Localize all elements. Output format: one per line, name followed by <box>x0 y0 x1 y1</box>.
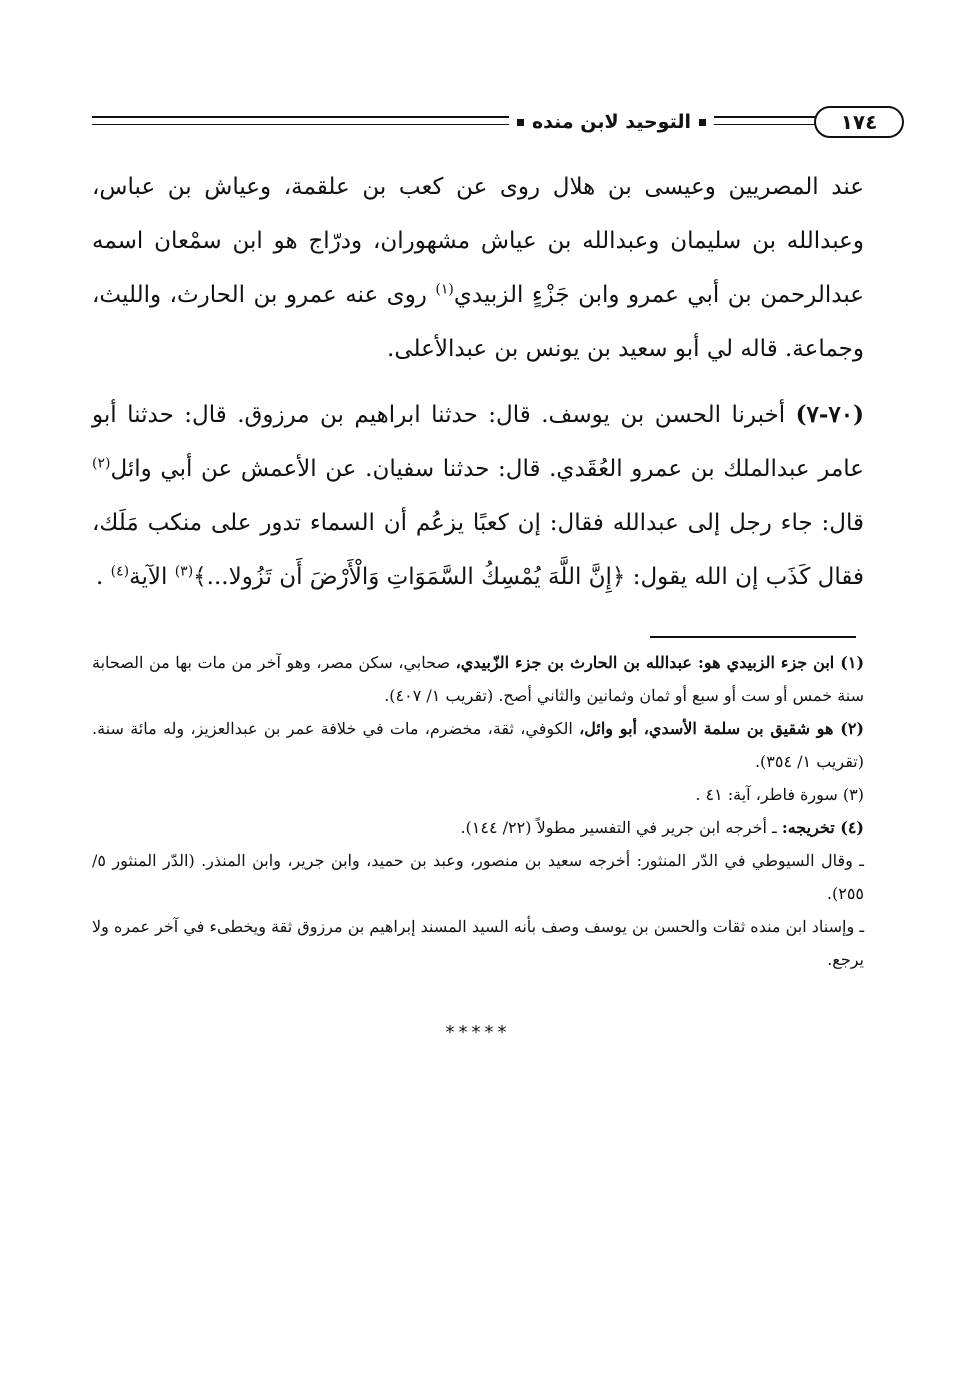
paragraph-2-text-b: قال: جاء رجل إلى عبدالله فقال: إن كعبًا يزعُم أن السماء تدور على منكب مَلَك، فقال كَذَب إن الله يقول: ﴿إِنَّ اللَّهَ يُمْسِكُ السَّمَوَاتِ وَالْأَرْضَ أَن تَزُولا...﴾ <box>92 510 864 590</box>
footnote-4-line-2: ـ وقال السيوطي في الدّر المنثور: أخرجه سعيد بن منصور، وعبد بن حميد، وابن جرير، وابن المنذر. (الدّر المنثور ٥/ ٢٥٥). <box>92 851 864 903</box>
footnote-1-label: (١) ابن جزء الزبيدي هو: عبدالله بن الحارث بن جزء الزّبيدي، <box>455 653 865 672</box>
paragraph-2-text-c: الآية <box>129 564 175 590</box>
footnote-ref-4[interactable]: (٤) <box>110 563 130 580</box>
footnote-ref-1[interactable]: (١) <box>435 281 454 298</box>
running-title <box>509 106 714 138</box>
footnote-1 <box>92 646 864 712</box>
footnote-1-text: صحابي، سكن مصر، وهو آخر من مات بها من الصحابة سنة خمس أو ست أو سبع أو ثمان وثمانين والثاني أصح. (تقريب ١/ ٤٠٧). <box>92 653 864 705</box>
footnote-2-text: الكوفي، ثقة، مخضرم، مات في خلافة عمر بن عبدالعزيز، وله مائة سنة. (تقريب ١/ ٣٥٤). <box>92 719 864 771</box>
running-title-text: التوحيد لابن منده <box>531 111 691 133</box>
paragraph-2-text-a: أخبرنا الحسن بن يوسف. قال: حدثنا ابراهيم بن مرزوق. قال: حدثنا أبو عامر عبدالملك بن عمرو العُقَدي. قال: حدثنا سفيان. عن الأعمش عن أبي وائل <box>92 402 864 482</box>
footnote-separator <box>650 636 856 638</box>
footnote-2-label: (٢) هو شقيق بن سلمة الأسدي، أبو وائل، <box>579 719 864 738</box>
paragraph-2-text-d: . <box>96 564 111 590</box>
footnote-4-line-3: ـ وإسناد ابن منده ثقات والحسن بن يوسف وصف بأنه السيد المسند إبراهيم بن مرزوق ثقة ويخطىء في آخر عمره ولا يرجع. <box>92 917 865 969</box>
paragraph-2 <box>92 388 864 604</box>
paragraph-1-continuation: روى عنه عمرو بن الحارث، والليث، وجماعة. قاله لي أبو سعيد بن يونس بن عبدالأعلى. <box>92 282 864 362</box>
square-ornament <box>517 119 524 126</box>
footnote-4-label: (٤) تخريجه: <box>781 818 864 837</box>
header-rule-top <box>92 116 864 118</box>
footnote-ref-2[interactable]: (٢) <box>92 455 111 472</box>
square-ornament <box>699 119 706 126</box>
footnote-3: (٣) سورة فاطر، آية: ٤١ . <box>695 785 864 804</box>
paragraph-1-text: عند المصريين وعيسى بن هلال روى عن كعب بن علقمة، وعياش بن عباس، وعبدالله بن سليمان وعبدالله بن عياش مشهوران، ودرّاج هو ابن سمْعان اسمه عبدالرحمن بن أبي عمرو وابن جَزْءٍ الزبيدي <box>92 174 864 308</box>
footnote-4-text: ـ أخرجه ابن جرير في التفسير مطولاً (٢٢/ ١٤٤). <box>460 818 782 837</box>
section-end-stars: ***** <box>445 1022 511 1043</box>
page-header <box>92 100 878 144</box>
main-text <box>92 160 864 604</box>
footnotes <box>92 646 864 976</box>
footnote-4 <box>92 811 864 844</box>
header-rule-bottom <box>92 124 864 125</box>
footnote-ref-3[interactable]: (٣) <box>174 563 194 580</box>
paragraph-1 <box>92 160 864 376</box>
page-number: ١٧٤ <box>814 106 904 138</box>
footnote-2 <box>92 712 864 778</box>
hadith-number: (٧٠-٧) <box>795 401 864 428</box>
